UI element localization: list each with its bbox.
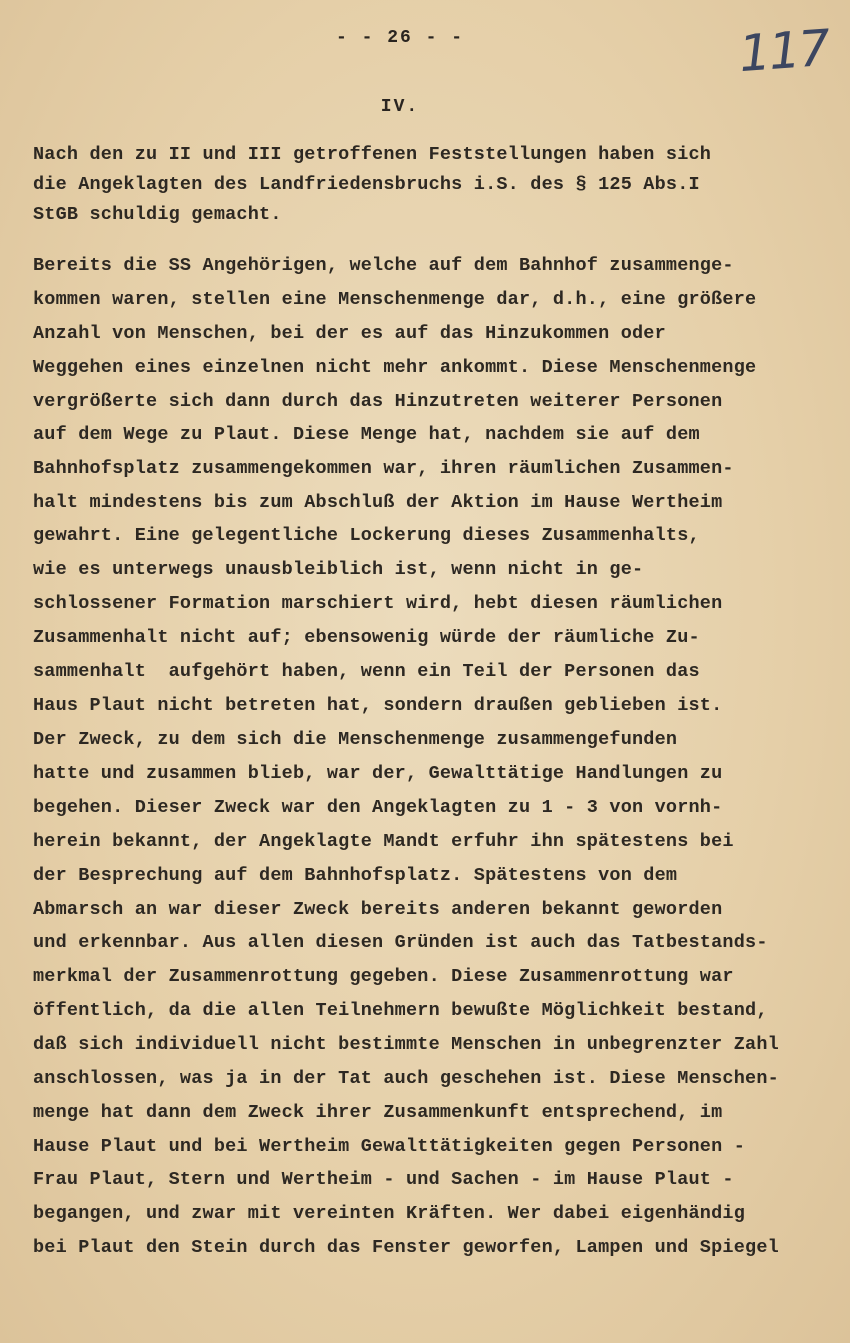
- text-line: Zusammenhalt nicht auf; ebensowenig würde der räumliche Zu-: [33, 627, 700, 648]
- text-line: Anzahl von Menschen, bei der es auf das Hinzukommen oder: [33, 323, 666, 344]
- text-line: merkmal der Zusammenrottung gegeben. Diese Zusammenrottung war: [33, 966, 734, 987]
- section-heading: IV.: [380, 97, 420, 117]
- text-line: gewahrt. Eine gelegentliche Lockerung dieses Zusammenhalts,: [33, 525, 700, 546]
- folio-number: 117: [736, 18, 830, 84]
- text-line: der Besprechung auf dem Bahnhofsplatz. Spätestens von dem: [33, 865, 678, 886]
- text-line: kommen waren, stellen eine Menschenmenge dar, d.h., eine größere: [33, 289, 757, 310]
- text-line: StGB schuldig gemacht.: [33, 204, 282, 225]
- text-line: wie es unterwegs unausbleiblich ist, wenn nicht in ge-: [33, 559, 644, 580]
- text-line: die Angeklagten des Landfriedensbruchs i.S. des § 125 Abs.I: [33, 174, 700, 195]
- text-line: begangen, und zwar mit vereinten Kräften. Wer dabei eigenhändig: [33, 1203, 746, 1224]
- text-line: herein bekannt, der Angeklagte Mandt erfuhr ihn spätestens bei: [33, 831, 734, 852]
- text-line: Frau Plaut, Stern und Wertheim - und Sachen - im Hause Plaut -: [33, 1169, 734, 1190]
- text-line: sammenhalt aufgehört haben, wenn ein Teil der Personen das: [33, 661, 700, 682]
- text-line: hatte und zusammen blieb, war der, Gewalttätige Handlungen zu: [33, 763, 723, 784]
- page-number: - - 26 - -: [335, 28, 465, 48]
- text-line: Bereits die SS Angehörigen, welche auf dem Bahnhof zusammenge-: [33, 255, 734, 276]
- text-line: öffentlich, da die allen Teilnehmern bewußte Möglichkeit bestand,: [33, 1000, 768, 1021]
- text-line: bei Plaut den Stein durch das Fenster geworfen, Lampen und Spiegel: [33, 1237, 779, 1258]
- text-line: begehen. Dieser Zweck war den Angeklagten zu 1 - 3 von vornh-: [33, 797, 723, 818]
- text-line: Nach den zu II und III getroffenen Feststellungen haben sich: [33, 144, 712, 165]
- text-line: und erkennbar. Aus allen diesen Gründen ist auch das Tatbestands-: [33, 932, 768, 953]
- text-line: halt mindestens bis zum Abschluß der Aktion im Hause Wertheim: [33, 492, 723, 513]
- text-line: Haus Plaut nicht betreten hat, sondern draußen geblieben ist.: [33, 695, 723, 716]
- text-line: Hause Plaut und bei Wertheim Gewalttätigkeiten gegen Personen -: [33, 1136, 746, 1157]
- text-line: daß sich individuell nicht bestimmte Menschen in unbegrenzter Zahl: [33, 1034, 779, 1055]
- text-line: auf dem Wege zu Plaut. Diese Menge hat, nachdem sie auf dem: [33, 424, 700, 445]
- text-line: vergrößerte sich dann durch das Hinzutreten weiterer Personen: [33, 391, 723, 412]
- text-line: anschlossen, was ja in der Tat auch geschehen ist. Diese Menschen-: [33, 1068, 779, 1089]
- text-line: Weggehen eines einzelnen nicht mehr ankommt. Diese Menschenmenge: [33, 357, 757, 378]
- text-line: Abmarsch an war dieser Zweck bereits anderen bekannt geworden: [33, 899, 723, 920]
- text-line: Bahnhofsplatz zusammengekommen war, ihren räumlichen Zusammen-: [33, 458, 734, 479]
- text-line: menge hat dann dem Zweck ihrer Zusammenkunft entsprechend, im: [33, 1102, 723, 1123]
- text-line: schlossener Formation marschiert wird, hebt diesen räumlichen: [33, 593, 723, 614]
- text-line: Der Zweck, zu dem sich die Menschenmenge zusammengefunden: [33, 729, 678, 750]
